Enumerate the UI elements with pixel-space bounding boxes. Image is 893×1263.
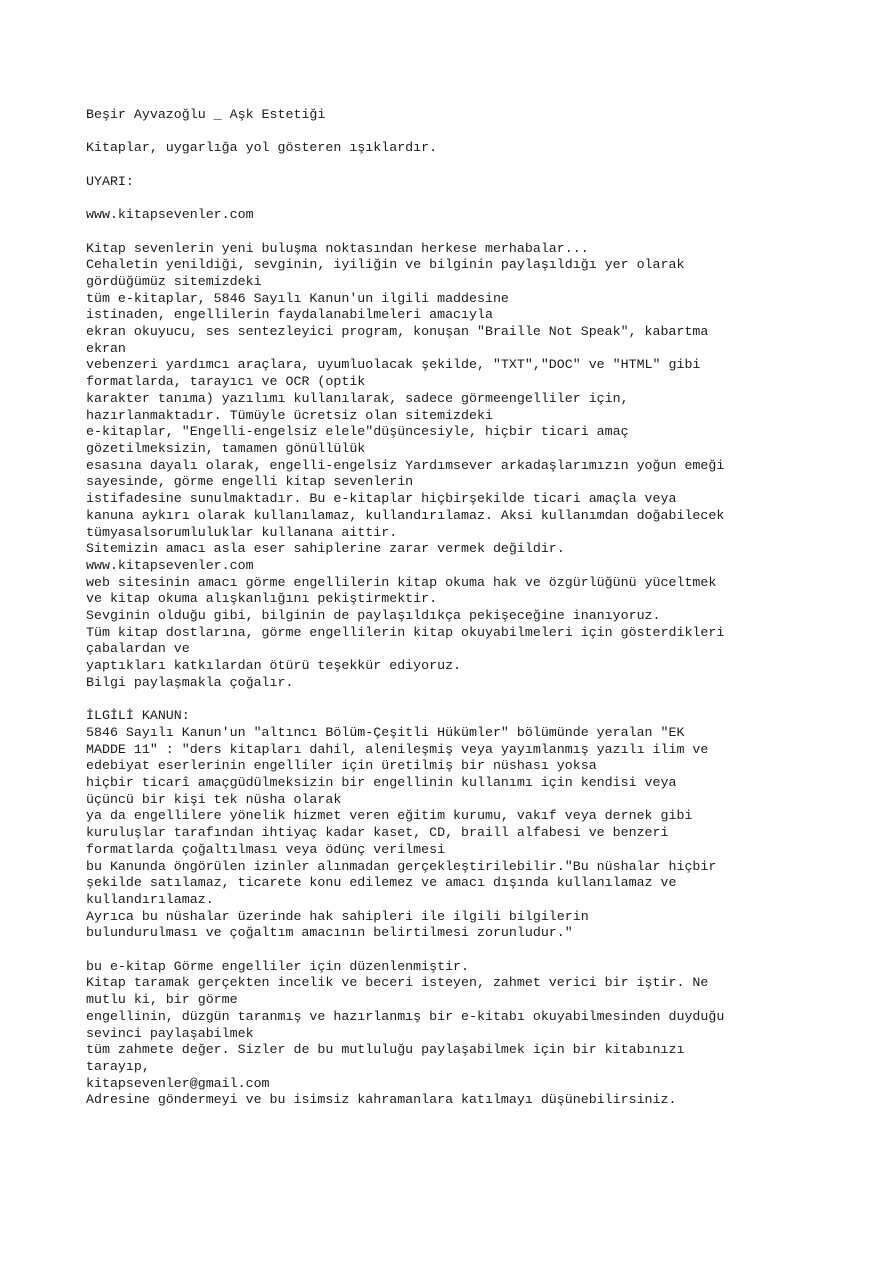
text-line: formatlarda çoğaltılması veya ödünç verilmesi xyxy=(86,841,446,857)
text-line: MADDE 11" : "ders kitapları dahil, alenileşmiş veya yayımlanmış yazılı ilim ve xyxy=(86,741,709,757)
text-line: şekilde satılamaz, ticarete konu edilemez ve amacı dışında kullanılamaz ve xyxy=(86,875,677,891)
text-line: tüm zahmete değer. Sizler de bu mutluluğu paylaşabilmek için bir kitabınızı xyxy=(86,1042,685,1058)
text-line: gördüğümüz sitemizdeki xyxy=(86,273,262,289)
text-line: tümyasalsorumluluklar kullanana aittir. xyxy=(86,524,398,540)
text-line: bu e-kitap Görme engelliler için düzenlenmiştir. xyxy=(86,958,470,974)
warning-heading: UYARI: xyxy=(86,173,134,189)
document-title: Beşir Ayvazoğlu _ Aşk Estetiği xyxy=(86,107,326,122)
text-line: karakter tanıma) yazılımı kullanılarak, sadece görmeengelliler için, xyxy=(86,390,629,406)
text-line: vebenzeri yardımcı araçlara, uyumluolacak şekilde, "TXT","DOC" ve "HTML" gibi xyxy=(86,357,701,373)
text-line: kuruluşlar tarafından ihtiyaç kadar kaset, CD, braill alfabesi ve benzeri xyxy=(86,825,669,841)
text-line: yaptıkları katkılardan ötürü teşekkür ediyoruz. xyxy=(86,658,462,674)
text-line: Tüm kitap dostlarına, görme engellilerin kitap okuyabilmeleri için gösterdikleri xyxy=(86,624,725,640)
spacer xyxy=(86,692,816,709)
text-line: istinaden, engellilerin faydalanabilmeleri amacıyla xyxy=(86,307,493,323)
text-line: Sitemizin amacı asla eser sahiplerine zarar vermek değildir. xyxy=(86,541,565,557)
text-line: bu Kanunda öngörülen izinler alınmadan gerçekleştirilebilir."Bu nüshalar hiçbir xyxy=(86,858,717,874)
text-line: mutlu ki, bir görme xyxy=(86,992,238,1008)
text-line: bulundurulması ve çoğaltım amacının belirtilmesi zorunludur." xyxy=(86,925,573,941)
text-line: Kitap sevenlerin yeni buluşma noktasından herkese merhabalar... xyxy=(86,240,589,256)
text-line: Adresine göndermeyi ve bu isimsiz kahramanlara katılmayı düşünebilirsiniz. xyxy=(86,1092,677,1108)
text-line: gözetilmeksizin, tamamen gönüllülük xyxy=(86,441,366,456)
motto: Kitaplar, uygarlığa yol gösteren ışıklardır. xyxy=(86,140,438,156)
text-line: ekran okuyucu, ses sentezleyici program, konuşan "Braille Not Speak", kabartma xyxy=(86,324,709,340)
text-line: 5846 Sayılı Kanun'un "altıncı Bölüm-Çeşitli Hükümler" bölümünde yeralan "EK xyxy=(86,724,685,740)
text-line: e-kitaplar, "Engelli-engelsiz elele"düşüncesiyle, hiçbir ticari amaç xyxy=(86,424,629,440)
text-line: Cehaletin yenildiği, sevginin, iyiliğin ve bilginin paylaşıldığı yer olarak xyxy=(86,257,685,273)
text-line: formatlarda, tarayıcı ve OCR (optik xyxy=(86,374,366,390)
text-line: kullandırılamaz. xyxy=(86,891,214,907)
contact-email: kitapsevenler@gmail.com xyxy=(86,1075,270,1091)
text-line: ya da engellilere yönelik hizmet veren eğitim kurumu, vakıf veya dernek gibi xyxy=(86,808,693,824)
text-line: ve kitap okuma alışkanlığını pekiştirmektir. xyxy=(86,591,438,607)
text-line: sayesinde, görme engelli kitap sevenlerin xyxy=(86,474,414,490)
text-line: Bilgi paylaşmakla çoğalır. xyxy=(86,674,294,690)
text-line: Kitap taramak gerçekten incelik ve beceri isteyen, zahmet verici bir iştir. Ne xyxy=(86,975,709,991)
spacer xyxy=(86,157,816,174)
text-line: esasına dayalı olarak, engelli-engelsiz Yardımsever arkadaşlarımızın yoğun emeği xyxy=(86,457,725,473)
text-line: kanuna aykırı olarak kullanılamaz, kullandırılamaz. Aksi kullanımdan doğabilecek xyxy=(86,507,725,523)
text-line: engellinin, düzgün taranmış ve hazırlanmış bir e-kitabı okuyabilmesinden duyduğu xyxy=(86,1008,725,1024)
site-url: www.kitapsevenler.com xyxy=(86,207,254,223)
law-heading: İLGİLİ KANUN: xyxy=(86,708,190,724)
text-line: çabalardan ve xyxy=(86,641,190,657)
text-line: sevinci paylaşabilmek xyxy=(86,1025,254,1041)
warning-paragraph xyxy=(86,241,816,692)
text-line: hiçbir ticarî amaçgüdülmeksizin bir engellinin kullanımı için kendisi veya xyxy=(86,775,677,791)
spacer xyxy=(86,190,816,207)
spacer xyxy=(86,124,816,141)
document-page xyxy=(86,107,816,1109)
text-line: hazırlanmaktadır. Tümüyle ücretsiz olan sitemizdeki xyxy=(86,407,493,423)
text-line: tüm e-kitaplar, 5846 Sayılı Kanun'un ilgili maddesine xyxy=(86,290,509,306)
spacer xyxy=(86,224,816,241)
text-line: web sitesinin amacı görme engellilerin kitap okuma hak ve özgürlüğünü yüceltmek xyxy=(86,574,717,590)
text-line: Sevginin olduğu gibi, bilginin de paylaşıldıkça pekişeceğine inanıyoruz. xyxy=(86,608,661,624)
text-line: www.kitapsevenler.com xyxy=(86,557,254,573)
spacer xyxy=(86,942,816,959)
law-paragraph xyxy=(86,725,816,942)
text-line: edebiyat eserlerinin engelliler için üretilmiş bir nüshası yoksa xyxy=(86,758,597,774)
text-line: tarayıp, xyxy=(86,1058,150,1074)
text-line: ekran xyxy=(86,340,126,356)
text-line: Ayrıca bu nüshalar üzerinde hak sahipleri ile ilgili bilgilerin xyxy=(86,908,589,924)
closing-paragraph xyxy=(86,959,816,1109)
text-line: istifadesine sunulmaktadır. Bu e-kitaplar hiçbirşekilde ticari amaçla veya xyxy=(86,491,677,507)
text-line: üçüncü bir kişi tek nüsha olarak xyxy=(86,791,342,807)
